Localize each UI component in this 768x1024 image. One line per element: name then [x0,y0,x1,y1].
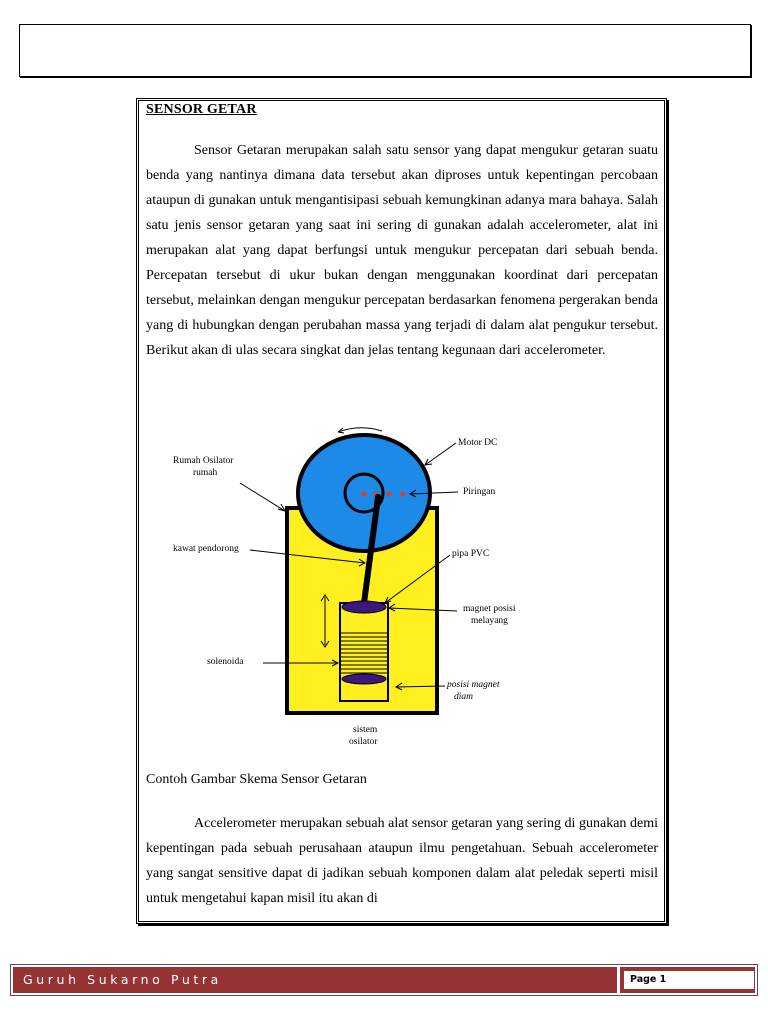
paragraph-intro: Sensor Getaran merupakan salah satu sensor yang dapat mengukur getaran suatu benda yang nantinya dimana data tersebut akan diproses untuk kepentingan percobaan ataupun di gunakan untuk mengantisipasi sebuah kemungkinan adanya mara bahaya. Salah satu jenis sensor getaran yang saat ini sering di gunakan adalah accelerometer, alat ini merupakan alat yang dapat berfungsi untuk mengukur percepatan dari sebuah benda. Percepatan tersebut di ukur bukan dengan menggunakan koordinat dari percepatan tersebut, melainkan dengan mengukur percepatan berdasarkan fenomena pergerakan benda yang di hubungkan dengan perubahan massa yang terjadi di dalam alat pengukur tersebut. Berikut akan di ulas secara singkat dan jelas tentang kegunaan dari accelerometer. [146,143,658,358]
label-magnet-posisi: magnet posisi [463,604,516,614]
disc-dot [401,492,406,497]
label-solenoida: solenoida [207,657,244,667]
figure-caption: Contoh Gambar Skema Sensor Getaran [146,772,367,787]
label-osilator: osilator [349,737,378,747]
label-piringan: Piringan [463,487,496,497]
label-diam: diam [454,692,473,702]
label-rumah: rumah [193,468,218,478]
rotation-arrow [338,428,382,432]
pvc-pipe [340,603,388,701]
page-number: Page 1 [623,970,755,990]
paragraph-accelerometer: Accelerometer merupakan sebuah alat sensor getaran yang sering di gunakan demi kepentingan pada sebuah perusahaan ataupun ilmu pengetahuan. Sebuah accelerometer yang sangat sensitive dapat di jadikan sebuah komponen dalam alat peledak seperti misil untuk mengetahui kapan misil itu akan di [146,816,658,906]
disc-dot [387,492,392,497]
sensor-diagram [160,415,540,750]
label-motor-dc: Motor DC [458,438,498,448]
footer-author: Guruh Sukarno Putra [13,967,617,993]
fixed-magnet [342,674,386,684]
label-posisi-magnet: posisi magnet [447,680,500,690]
floating-magnet [342,601,386,613]
label-sistem: sistem [353,725,378,735]
label-melayang: melayang [471,616,508,626]
header-box [19,24,751,77]
label-kawat-pendorong: kawat pendorong [173,544,239,554]
section-title: SENSOR GETAR [146,102,257,117]
disc-dot [362,492,367,497]
footer-page-box [620,967,755,993]
label-rumah-osilator: Rumah Osilator [173,456,234,466]
label-pipa-pvc: pipa PVC [452,549,490,559]
